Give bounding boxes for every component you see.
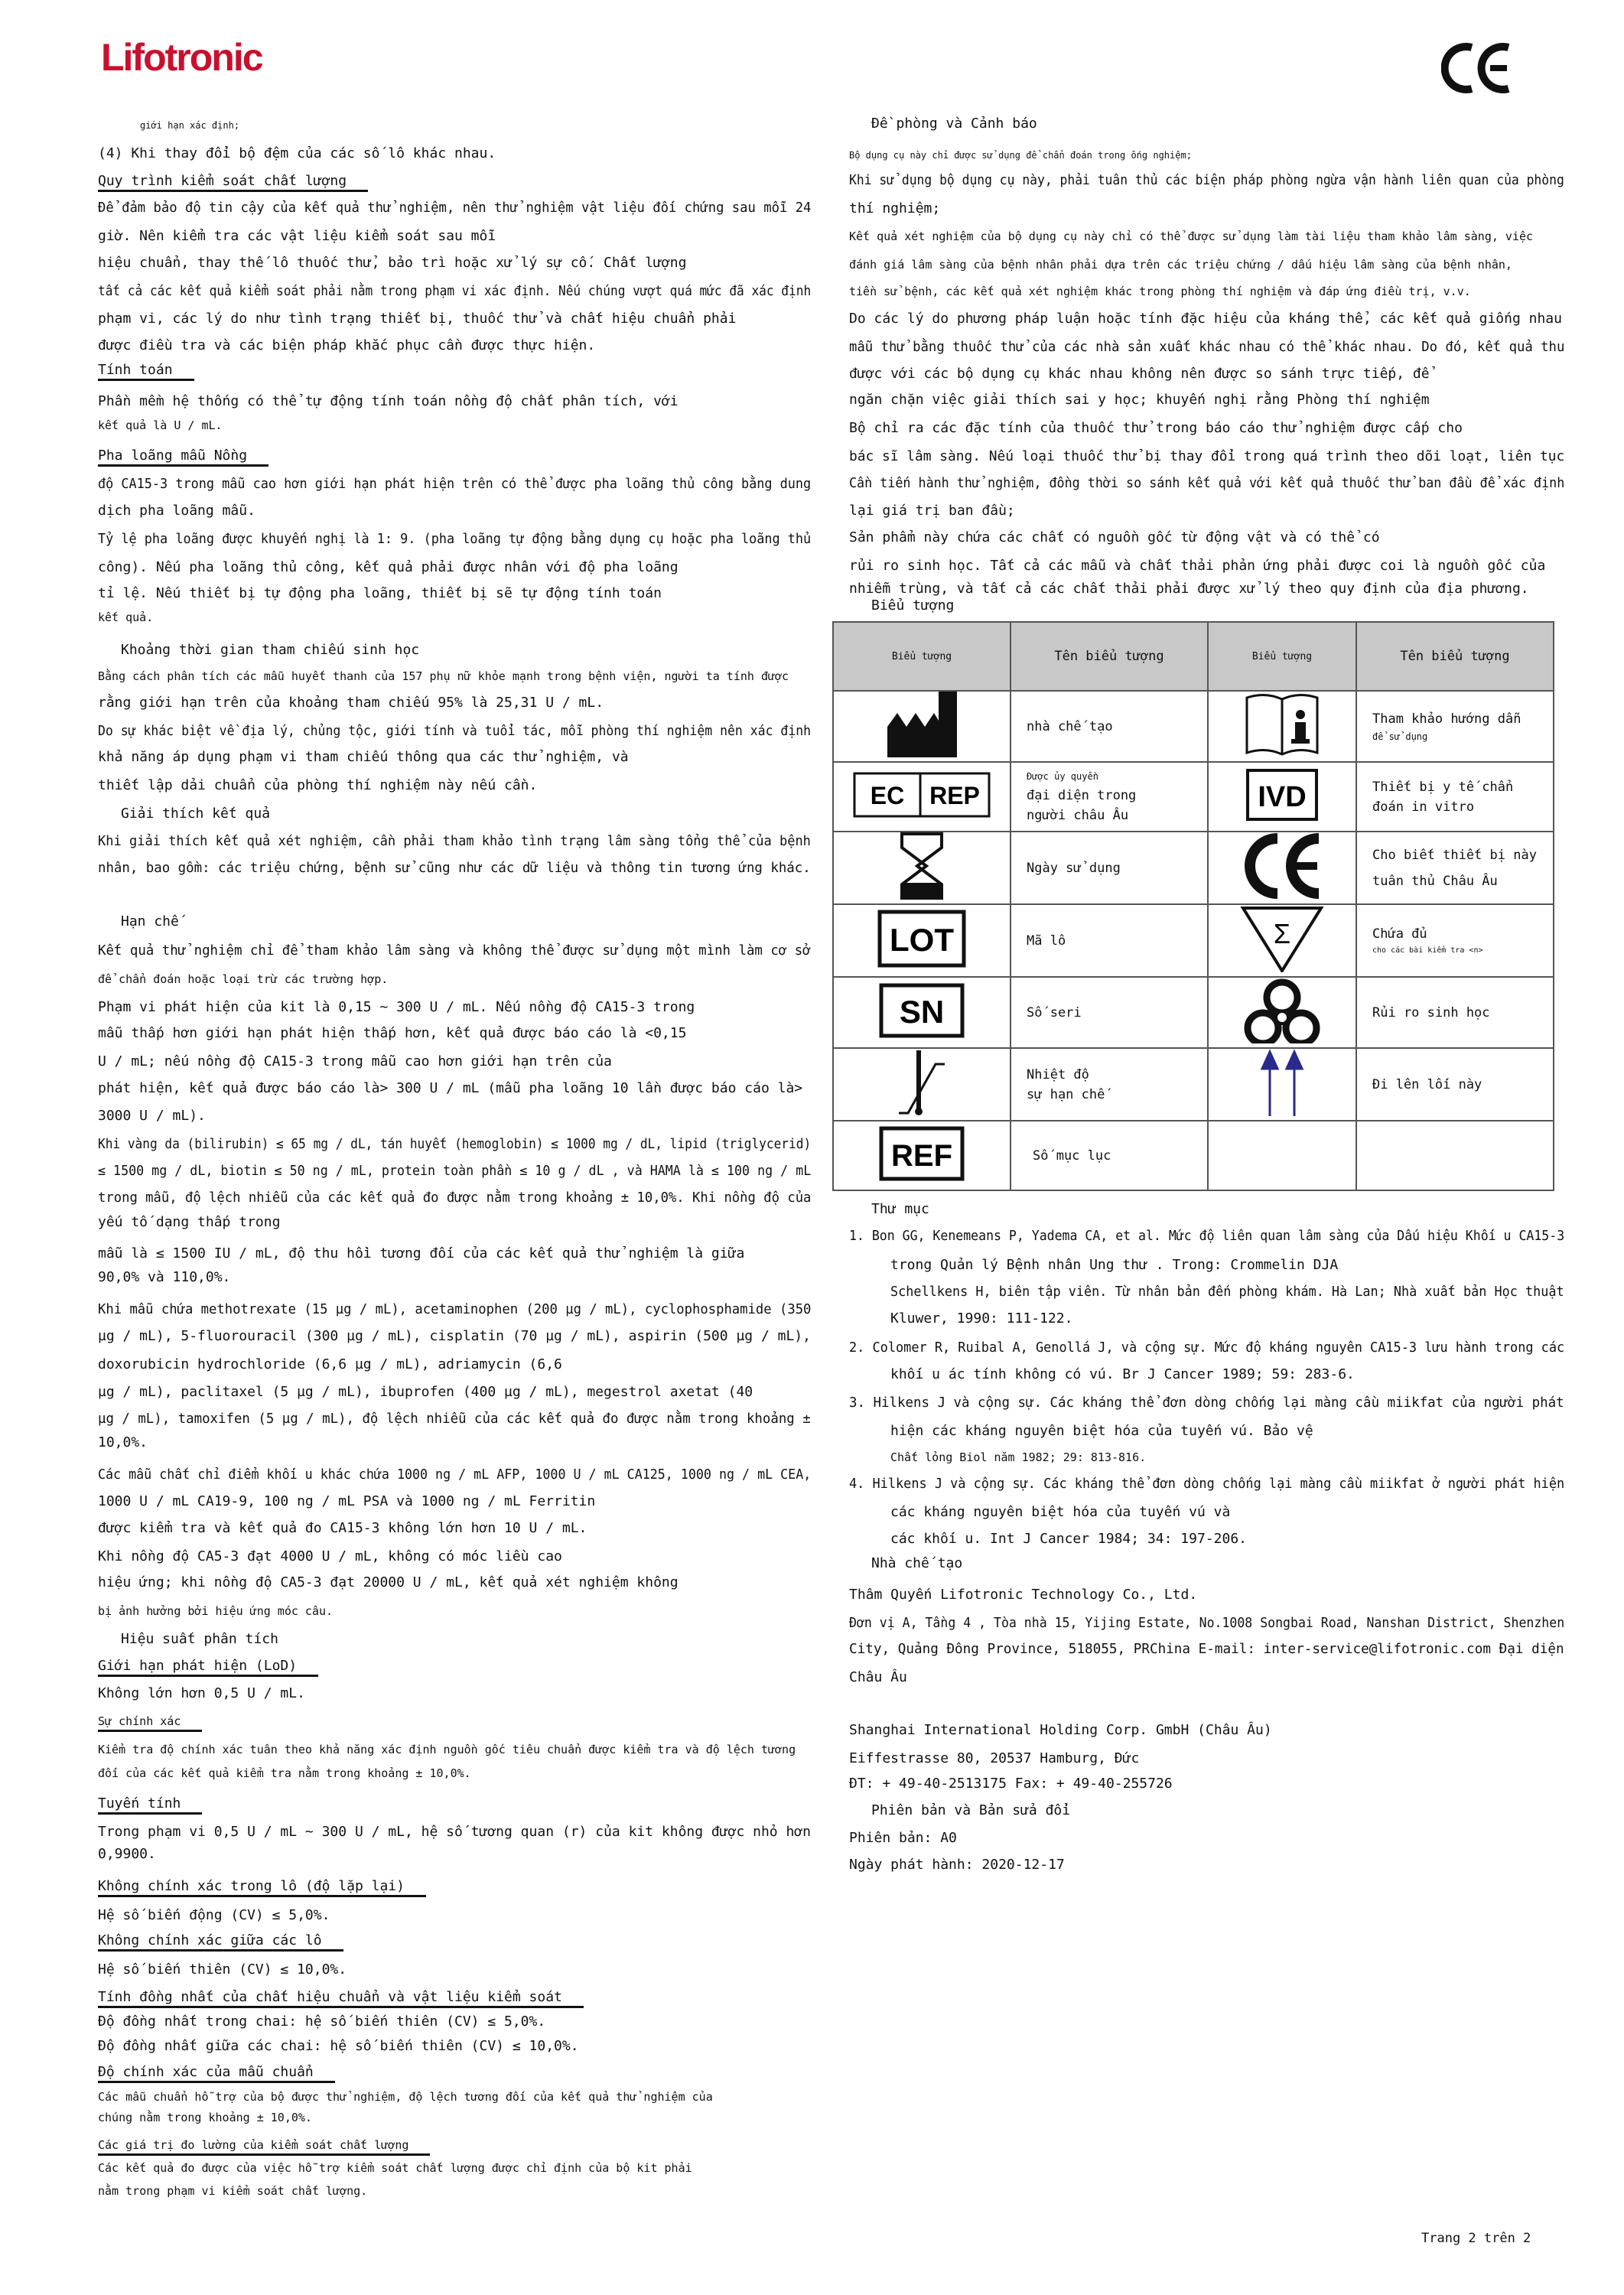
text-line: 1. Bon GG, Kenemeans P, Yadema CA, et al. Mức độ liên quan lâm sàng của Dấu hiệu Khối u CA15-3: [849, 1228, 1565, 1244]
text-line: 90,0% và 110,0%.: [98, 1269, 231, 1285]
text-line: phạm vi, các lý do như tình trạng thiết bị, thuốc thử và chất hiệu chuẩn phải: [98, 311, 737, 327]
section-heading: Không chính xác giữa các lô: [98, 1932, 343, 1952]
header-symbol: Biểu tượng: [1208, 622, 1356, 691]
svg-text:REF: REF: [891, 1139, 952, 1173]
text-line: Kluwer, 1990: 111-122.: [890, 1310, 1073, 1327]
lot-icon: [877, 910, 966, 968]
symbol-name-sub: Được ủy quyền: [1027, 770, 1098, 782]
symbol-name: sự hạn chế: [1027, 1086, 1105, 1102]
section-heading: Khoảng thời gian tham chiếu sinh học: [121, 642, 420, 658]
ref-icon: [879, 1126, 965, 1181]
text-line: nhiễm trùng, và tất cả các chất thải phải được xử lý theo quy định của địa phương.: [849, 581, 1529, 597]
text-line: doxorubicin hydrochloride (6,6 µg / mL), adriamycin (6,6: [98, 1356, 562, 1372]
text-line: mẫu thử bằng thuốc thử của các nhà sản xuất khác nhau có thể khác nhau. Do đó, kết quả thu: [849, 339, 1565, 355]
text-line: Không lớn hơn 0,5 U / mL.: [98, 1685, 305, 1701]
text-line: Chất lỏng Biol năm 1982; 29: 813-816.: [890, 1450, 1147, 1464]
text-line: độ CA15-3 trong mẫu cao hơn giới hạn phát hiện trên có thể được pha loãng thủ công bằng dung: [98, 476, 812, 492]
symbol-name: Số seri: [1011, 977, 1208, 1048]
symbol-name: Thiết bị y tế chẩn: [1372, 779, 1514, 795]
text-line: trong Quản lý Bệnh nhân Ung thư . Trong: Crommelin DJA: [890, 1257, 1339, 1273]
section-heading: Hạn chế: [121, 913, 179, 929]
text-line: ≤ 1500 mg / dL, biotin ≤ 50 ng / mL, protein toàn phần ≤ 10 g / dL , và HAMA là ≤ 100 ng / mL: [98, 1163, 812, 1179]
text-line: Trong phạm vi 0,5 U / mL ~ 300 U / mL, hệ số tương quan (r) của kit không được nhỏ hơn: [98, 1824, 811, 1840]
text-line: Ngày phát hành: 2020-12-17: [849, 1857, 1065, 1873]
text-line: 3. Hilkens J và cộng sự. Các kháng thể đơn dòng chống lại màng cầu miikfat của người phát: [849, 1395, 1564, 1411]
symbol-name: Mã lô: [1011, 904, 1208, 977]
header-symbol-name: Tên biểu tượng: [1011, 622, 1208, 691]
symbol-name: đoán in vitro: [1372, 799, 1475, 815]
text-line: Kiểm tra độ chính xác tuân theo khả năng xác định nguồn gốc tiêu chuẩn được kiểm tra và độ lệch tương: [98, 1743, 796, 1756]
text-line: Khi giải thích kết quả xét nghiệm, cần phải tham khảo tình trạng lâm sàng tổng thể của bệnh: [98, 833, 811, 849]
text-line: Bộ chỉ ra các đặc tính của thuốc thử trong báo cáo thử nghiệm được cấp cho: [849, 420, 1463, 436]
text-line: 0,9900.: [98, 1846, 156, 1862]
text-line: Phần mềm hệ thống có thể tự động tính toán nồng độ chất phân tích, với: [98, 393, 679, 409]
section-heading: Không chính xác trong lô (độ lặp lại): [98, 1878, 426, 1897]
table-row: [833, 691, 1554, 762]
manufacturer-icon: [884, 692, 960, 757]
text-line: thí nghiệm;: [849, 200, 941, 216]
text-line: Hệ số biến thiên (CV) ≤ 10,0%.: [98, 1961, 347, 1978]
table-row: [833, 832, 1554, 904]
table-row: [833, 1121, 1554, 1190]
text-line: dịch pha loãng mẫu.: [98, 503, 255, 519]
symbol-name: người châu Âu: [1027, 807, 1129, 823]
text-line: giờ. Nên kiểm tra các vật liệu kiểm soát sau mỗi: [98, 228, 496, 244]
serial-number-icon: [879, 983, 965, 1038]
symbol-name: đại diện trong: [1027, 787, 1137, 803]
table-row: [833, 762, 1554, 832]
text-line: Do sự khác biệt về địa lý, chủng tộc, giới tính và tuổi tác, mỗi phòng thí nghiệm nên xác định: [98, 723, 812, 739]
text-line: Kết quả thử nghiệm chỉ để tham khảo lâm sàng và không thể được sử dụng một mình làm cơ sở: [98, 942, 811, 959]
section-heading: Tính toán: [98, 362, 194, 381]
section-heading: Thư mục: [871, 1201, 929, 1217]
text-line: nằm trong phạm vi kiểm soát chất lượng.: [98, 2184, 368, 2198]
section-heading: Hiệu suất phân tích: [121, 1631, 278, 1647]
text-line: Châu Âu: [849, 1669, 907, 1685]
text-line: được kiểm tra và kết quả đo CA15-3 không lớn hơn 10 U / mL.: [98, 1520, 587, 1536]
symbol-name: Nhiệt độ: [1027, 1066, 1089, 1082]
empty-cell: [1356, 1121, 1554, 1190]
text-line: 2. Colomer R, Ruibal A, Genollá J, và cộng sự. Mức độ kháng nguyên CA15-3 lưu hành trong các: [849, 1340, 1565, 1356]
ce-icon: [1242, 832, 1322, 900]
text-line: trong mẫu, độ lệch nhiễu của các kết quả đo được nằm trong khoảng ± 10,0%. Khi nồng độ của: [98, 1190, 812, 1206]
section-heading: Pha loãng mẫu Nồng: [98, 448, 268, 467]
header-symbol: Biểu tượng: [833, 622, 1011, 691]
text-line: phát hiện, kết quả được báo cáo là> 300 U / mL (mẫu pha loãng 10 lần được báo cáo là>: [98, 1080, 803, 1096]
text-line: hiệu ứng; khi nồng độ CA5-3 đạt 20000 U / mL, kết quả xét nghiệm không: [98, 1574, 679, 1590]
text-line: khả năng áp dụng phạm vi tham chiếu thông qua các thử nghiệm, và: [98, 749, 629, 765]
text-line: mẫu thấp hơn giới hạn phát hiện thấp hơn, kết quả được báo cáo là <0,15: [98, 1025, 687, 1041]
svg-text:IVD: IVD: [1258, 781, 1307, 813]
svg-text:EC: EC: [870, 782, 905, 809]
table-header-row: [833, 622, 1554, 691]
symbol-name: Đi lên lối này: [1356, 1048, 1554, 1121]
text-line: Hệ số biến động (CV) ≤ 5,0%.: [98, 1907, 330, 1923]
instructions-icon: [1244, 692, 1320, 757]
text-line: Độ đồng nhất giữa các chai: hệ số biến thiên (CV) ≤ 10,0%.: [98, 2038, 579, 2054]
text-line: Khi nồng độ CA5-3 đạt 4000 U / mL, không có móc liều cao: [98, 1548, 562, 1564]
text-line: nhân, bao gồm: các triệu chứng, bệnh sử cũng như các dữ liệu và thông tin tương ứng khác.: [98, 860, 811, 876]
text-line: lại giá trị ban đầu;: [849, 503, 1015, 519]
symbol-name-sub: cho các bài kiểm tra <n>: [1372, 946, 1483, 955]
symbol-name: Tham khảo hướng dẫn: [1372, 711, 1521, 727]
text-line: Các mẫu chất chỉ điểm khối u khác chứa 1000 ng / mL AFP, 1000 U / mL CA125, 1000 ng / mL CEA,: [98, 1467, 812, 1483]
text-line: µg / mL), 5-fluorouracil (300 µg / mL), cisplatin (70 µg / mL), aspirin (500 µg / mL),: [98, 1328, 811, 1344]
text-line: Kết quả xét nghiệm của bộ dụng cụ này chỉ có thể được sử dụng làm tài liệu tham khảo lâm sàng, việc: [849, 230, 1534, 243]
lifotronic-logo: Lifotronic: [101, 36, 262, 79]
text-line: rủi ro sinh học. Tất cả các mẫu và chất thải phản ứng phải được coi là nguồn gốc của: [849, 558, 1546, 574]
biohazard-icon: [1240, 978, 1324, 1043]
text-line: tỉ lệ. Nếu thiết bị tự động pha loãng, thiết bị sẽ tự động tính toán: [98, 585, 662, 601]
text-line: được với các bộ dụng cụ khác nhau không nên được so sánh trực tiếp, để: [849, 366, 1430, 382]
sigma-icon: [1240, 905, 1324, 972]
text-line: Các mẫu chuẩn hỗ trợ của bộ được thử nghiệm, độ lệch tương đối của kết quả thử nghiệm của: [98, 2090, 713, 2104]
text-line: Để đảm bảo độ tin cậy của kết quả thử nghiệm, nên thử nghiệm vật liệu đối chứng sau mỗi 24: [98, 200, 812, 216]
ivd-icon: [1245, 768, 1319, 822]
text-line: Bằng cách phân tích các mẫu huyết thanh của 157 phụ nữ khỏe mạnh trong bệnh viện, người ta tính được: [98, 669, 789, 683]
text-line: giới hạn xác định;: [140, 120, 240, 131]
table-row: [833, 904, 1554, 977]
text-line: Shanghai International Holding Corp. GmbH (Châu Âu): [849, 1722, 1272, 1738]
text-line: 4. Hilkens J và cộng sự. Các kháng thể đơn dòng chống lại màng cầu miikfat ở người phát hiện: [849, 1476, 1565, 1492]
section-heading: Sự chính xác: [98, 1713, 202, 1732]
section-heading: Quy trình kiểm soát chất lượng: [98, 173, 368, 192]
text-line: Do các lý do phương pháp luận hoặc tính đặc hiệu của kháng thể, các kết quả giống nhau: [849, 311, 1562, 327]
section-heading: Các giá trị đo lường của kiểm soát chất lượng: [98, 2137, 430, 2156]
text-line: U / mL; nếu nồng độ CA15-3 trong mẫu cao hơn giới hạn trên của: [98, 1053, 612, 1069]
text-line: µg / mL), paclitaxel (5 µg / mL), ibuprofen (400 µg / mL), megestrol axetat (40: [98, 1384, 753, 1400]
text-line: ĐT: + 49-40-2513175 Fax: + 49-40-255726: [849, 1776, 1173, 1792]
text-line: Phiên bản: A0: [849, 1830, 957, 1846]
page-number: Trang 2 trên 2: [1421, 2231, 1531, 2246]
section-heading: Tính đồng nhất của chất hiệu chuẩn và vật liệu kiểm soát: [98, 1989, 584, 2008]
text-line: Khi mẫu chứa methotrexate (15 µg / mL), acetaminophen (200 µg / mL), cyclophosphamide (350: [98, 1301, 812, 1317]
text-line: chúng nằm trong khoảng ± 10,0%.: [98, 2111, 312, 2124]
text-line: yếu tố dạng thấp trong: [98, 1214, 281, 1230]
section-heading: Đề phòng và Cảnh báo: [871, 116, 1037, 132]
symbol-name: Chứa đủ: [1372, 926, 1427, 942]
section-heading: Độ chính xác của mẫu chuẩn: [98, 2064, 335, 2083]
text-line: Tỷ lệ pha loãng được khuyến nghị là 1: 9. (pha loãng tự động bằng dụng cụ hoặc pha loãng thủ: [98, 531, 812, 547]
text-line: đối của các kết quả kiểm tra nằm trong khoảng ± 10,0%.: [98, 1766, 471, 1780]
text-line: Schellkens H, biên tập viên. Từ nhân bản đến phòng khám. Hà Lan; Nhà xuất bản Học thuật: [890, 1284, 1564, 1300]
section-heading: Giải thích kết quả: [121, 806, 271, 822]
text-line: các kháng nguyên biệt hóa của tuyến vú và: [890, 1504, 1231, 1520]
symbol-name: Cho biết thiết bị này: [1372, 847, 1537, 863]
text-line: Cần tiến hành thử nghiệm, đồng thời so sánh kết quả với kết quả thuốc thử ban đầu để xác định: [849, 475, 1565, 491]
symbol-name: tuân thủ Châu Âu: [1372, 873, 1498, 889]
section-heading: Nhà chế tạo: [871, 1555, 963, 1571]
svg-text:LOT: LOT: [890, 922, 954, 958]
text-line: tiền sử bệnh, các kết quả xét nghiệm khác trong phòng thí nghiệm và đáp ứng điều trị, v.v.: [849, 285, 1471, 298]
text-line: Độ đồng nhất trong chai: hệ số biến thiên (CV) ≤ 5,0%.: [98, 2013, 546, 2030]
text-line: ngăn chặn việc giải thích sai y học; khuyến nghị rằng Phòng thí nghiệm: [849, 392, 1430, 408]
text-line: thiết lập dải chuẩn của phòng thí nghiệm này nếu cần.: [98, 777, 538, 793]
header-symbol-name: Tên biểu tượng: [1356, 622, 1554, 691]
section-heading: Giới hạn phát hiện (LoD): [98, 1658, 318, 1677]
text-line: City, Quảng Đông Province, 518055, PRChina E-mail: inter-service@lifotronic.com Đại diện: [849, 1641, 1564, 1657]
text-line: mẫu là ≤ 1500 IU / mL, độ thu hồi tương đối của các kết quả thử nghiệm là giữa: [98, 1245, 745, 1261]
text-line: tất cả các kết quả kiểm soát phải nằm trong phạm vi xác định. Nếu chúng vượt quá mức đã xác định: [98, 283, 812, 299]
text-line: 3000 U / mL).: [98, 1108, 206, 1124]
text-line: Đơn vị A, Tầng 4 , Tòa nhà 15, Yijing Estate, No.1008 Songbai Road, Nanshan District, Shenzhen: [849, 1615, 1565, 1631]
text-line: Các kết quả đo được của việc hỗ trợ kiểm soát chất lượng được chỉ định của bộ kit phải: [98, 2161, 692, 2175]
text-line: đánh giá lâm sàng của bệnh nhân phải dựa trên các triệu chứng / dấu hiệu lâm sàng của bệnh nhân,: [849, 258, 1512, 272]
text-line: để chẩn đoán hoặc loại trừ các trường hợp.: [98, 972, 389, 986]
this-way-up-icon: [1251, 1049, 1313, 1116]
symbol-name-sub: để sử dụng: [1372, 731, 1428, 742]
text-line: kết quả là U / mL.: [98, 418, 223, 432]
ce-mark-icon: [1441, 43, 1512, 93]
symbol-name: Rủi ro sinh học: [1356, 977, 1554, 1048]
text-line: bác sĩ lâm sàng. Nếu loại thuốc thử bị thay đổi trong quá trình theo dõi loạt, liên tục: [849, 448, 1565, 464]
section-heading: Tuyến tính: [98, 1795, 202, 1815]
section-heading: Phiên bản và Bản sửa đổi: [871, 1802, 1071, 1818]
section-heading: Biểu tượng: [871, 597, 955, 614]
text-line: các khối u. Int J Cancer 1984; 34: 197-206.: [890, 1531, 1247, 1547]
symbols-table: [832, 621, 1554, 1191]
text-line: khối u ác tính không có vú. Br J Cancer 1989; 59: 283-6.: [890, 1366, 1355, 1382]
symbol-name: Ngày sử dụng: [1011, 832, 1208, 904]
text-line: hiện các kháng nguyên biệt hóa của tuyến vú. Bảo vệ: [890, 1423, 1313, 1439]
text-line: 10,0%.: [98, 1434, 148, 1450]
table-row: [833, 1048, 1554, 1121]
text-line: Phạm vi phát hiện của kit là 0,15 ~ 300 U / mL. Nếu nồng độ CA15-3 trong: [98, 999, 695, 1015]
text-line: 1000 U / mL CA19-9, 100 ng / mL PSA và 1000 ng / mL Ferritin: [98, 1493, 596, 1509]
temperature-limit-icon: [891, 1049, 952, 1116]
text-line: Khi vàng da (bilirubin) ≤ 65 mg / dL, tán huyết (hemoglobin) ≤ 1000 mg / dL, lipid (triglycerid): [98, 1136, 812, 1152]
text-line: Bộ dụng cụ này chỉ được sử dụng để chẩn đoán trong ống nghiệm;: [849, 150, 1192, 161]
text-line: rằng giới hạn trên của khoảng tham chiếu 95% là 25,31 U / mL.: [98, 695, 604, 711]
empty-cell: [1208, 1121, 1356, 1190]
text-line: Sản phẩm này chứa các chất có nguồn gốc từ động vật và có thể có: [849, 529, 1380, 545]
symbol-name: Số mục lục: [1011, 1121, 1208, 1190]
text-line: Eiffestrasse 80, 20537 Hamburg, Đức: [849, 1750, 1140, 1766]
svg-text:REP: REP: [929, 782, 980, 809]
text-line: được điều tra và các biện pháp khắc phục cần được thực hiện.: [98, 337, 596, 353]
ec-rep-icon: [853, 772, 991, 818]
svg-text:Σ: Σ: [1273, 918, 1291, 949]
text-line: hiệu chuẩn, thay thế lô thuốc thử, bảo trì hoặc xử lý sự cố. Chất lượng: [98, 255, 687, 271]
symbol-name: nhà chế tạo: [1011, 691, 1208, 762]
text-line: µg / mL), tamoxifen (5 µg / mL), độ lệch nhiễu của các kết quả đo được nằm trong khoảng ±: [98, 1411, 811, 1427]
text-line: Thâm Quyến Lifotronic Technology Co., Ltd.: [849, 1587, 1198, 1603]
table-row: [833, 977, 1554, 1048]
text-line: công). Nếu pha loãng thủ công, kết quả phải được nhân với độ pha loãng: [98, 559, 679, 575]
text-line: (4) Khi thay đổi bộ đệm của các số lô khác nhau.: [98, 145, 496, 161]
text-line: Khi sử dụng bộ dụng cụ này, phải tuân thủ các biện pháp phòng ngừa vận hành liên quan của phòng: [849, 172, 1564, 188]
svg-text:SN: SN: [899, 994, 945, 1030]
expiry-hourglass-icon: [899, 832, 945, 900]
text-line: bị ảnh hưởng bởi hiệu ứng móc câu.: [98, 1604, 334, 1618]
text-line: kết quả.: [98, 610, 154, 624]
